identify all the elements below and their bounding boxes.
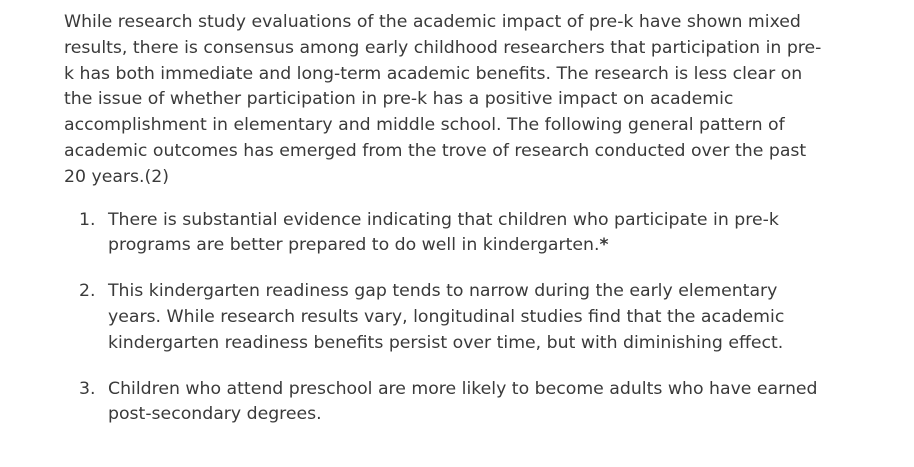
finding-number: 3. [79,378,96,399]
finding-text: This kindergarten readiness gap tends to narrow during the early elementary years. While research results vary, longitudinal studies find that the academic kindergarten readiness benefits persist over time, but with diminishing effect. [108,281,785,353]
finding-text: Children who attend preschool are more likely to become adults who have earned post-secondary degrees. [108,378,818,425]
finding-text: There is substantial evidence indicating that children who participate in pre-k programs are better prepared to do well in kindergarten. [108,209,779,256]
finding-number: 2. [79,281,96,302]
intro-paragraph: While research study evaluations of the academic impact of pre-k have shown mixed results, there is consensus among early childhood researchers that participation in pre-k has both immediate and long-term academic benefits. The research is less clear on the issue of whether participation in pre-k has a positive impact on academic accomplishment in elementary and middle school. The following general pattern of academic outcomes has emerged from the trove of research conducted over the past 20 years.(2) [64,12,822,187]
finding-number: 1. [79,209,96,230]
findings-list [64,208,824,429]
finding-item [64,377,824,429]
finding-item [64,208,824,260]
footnote-marker: * [599,235,609,256]
finding-item [64,279,824,356]
